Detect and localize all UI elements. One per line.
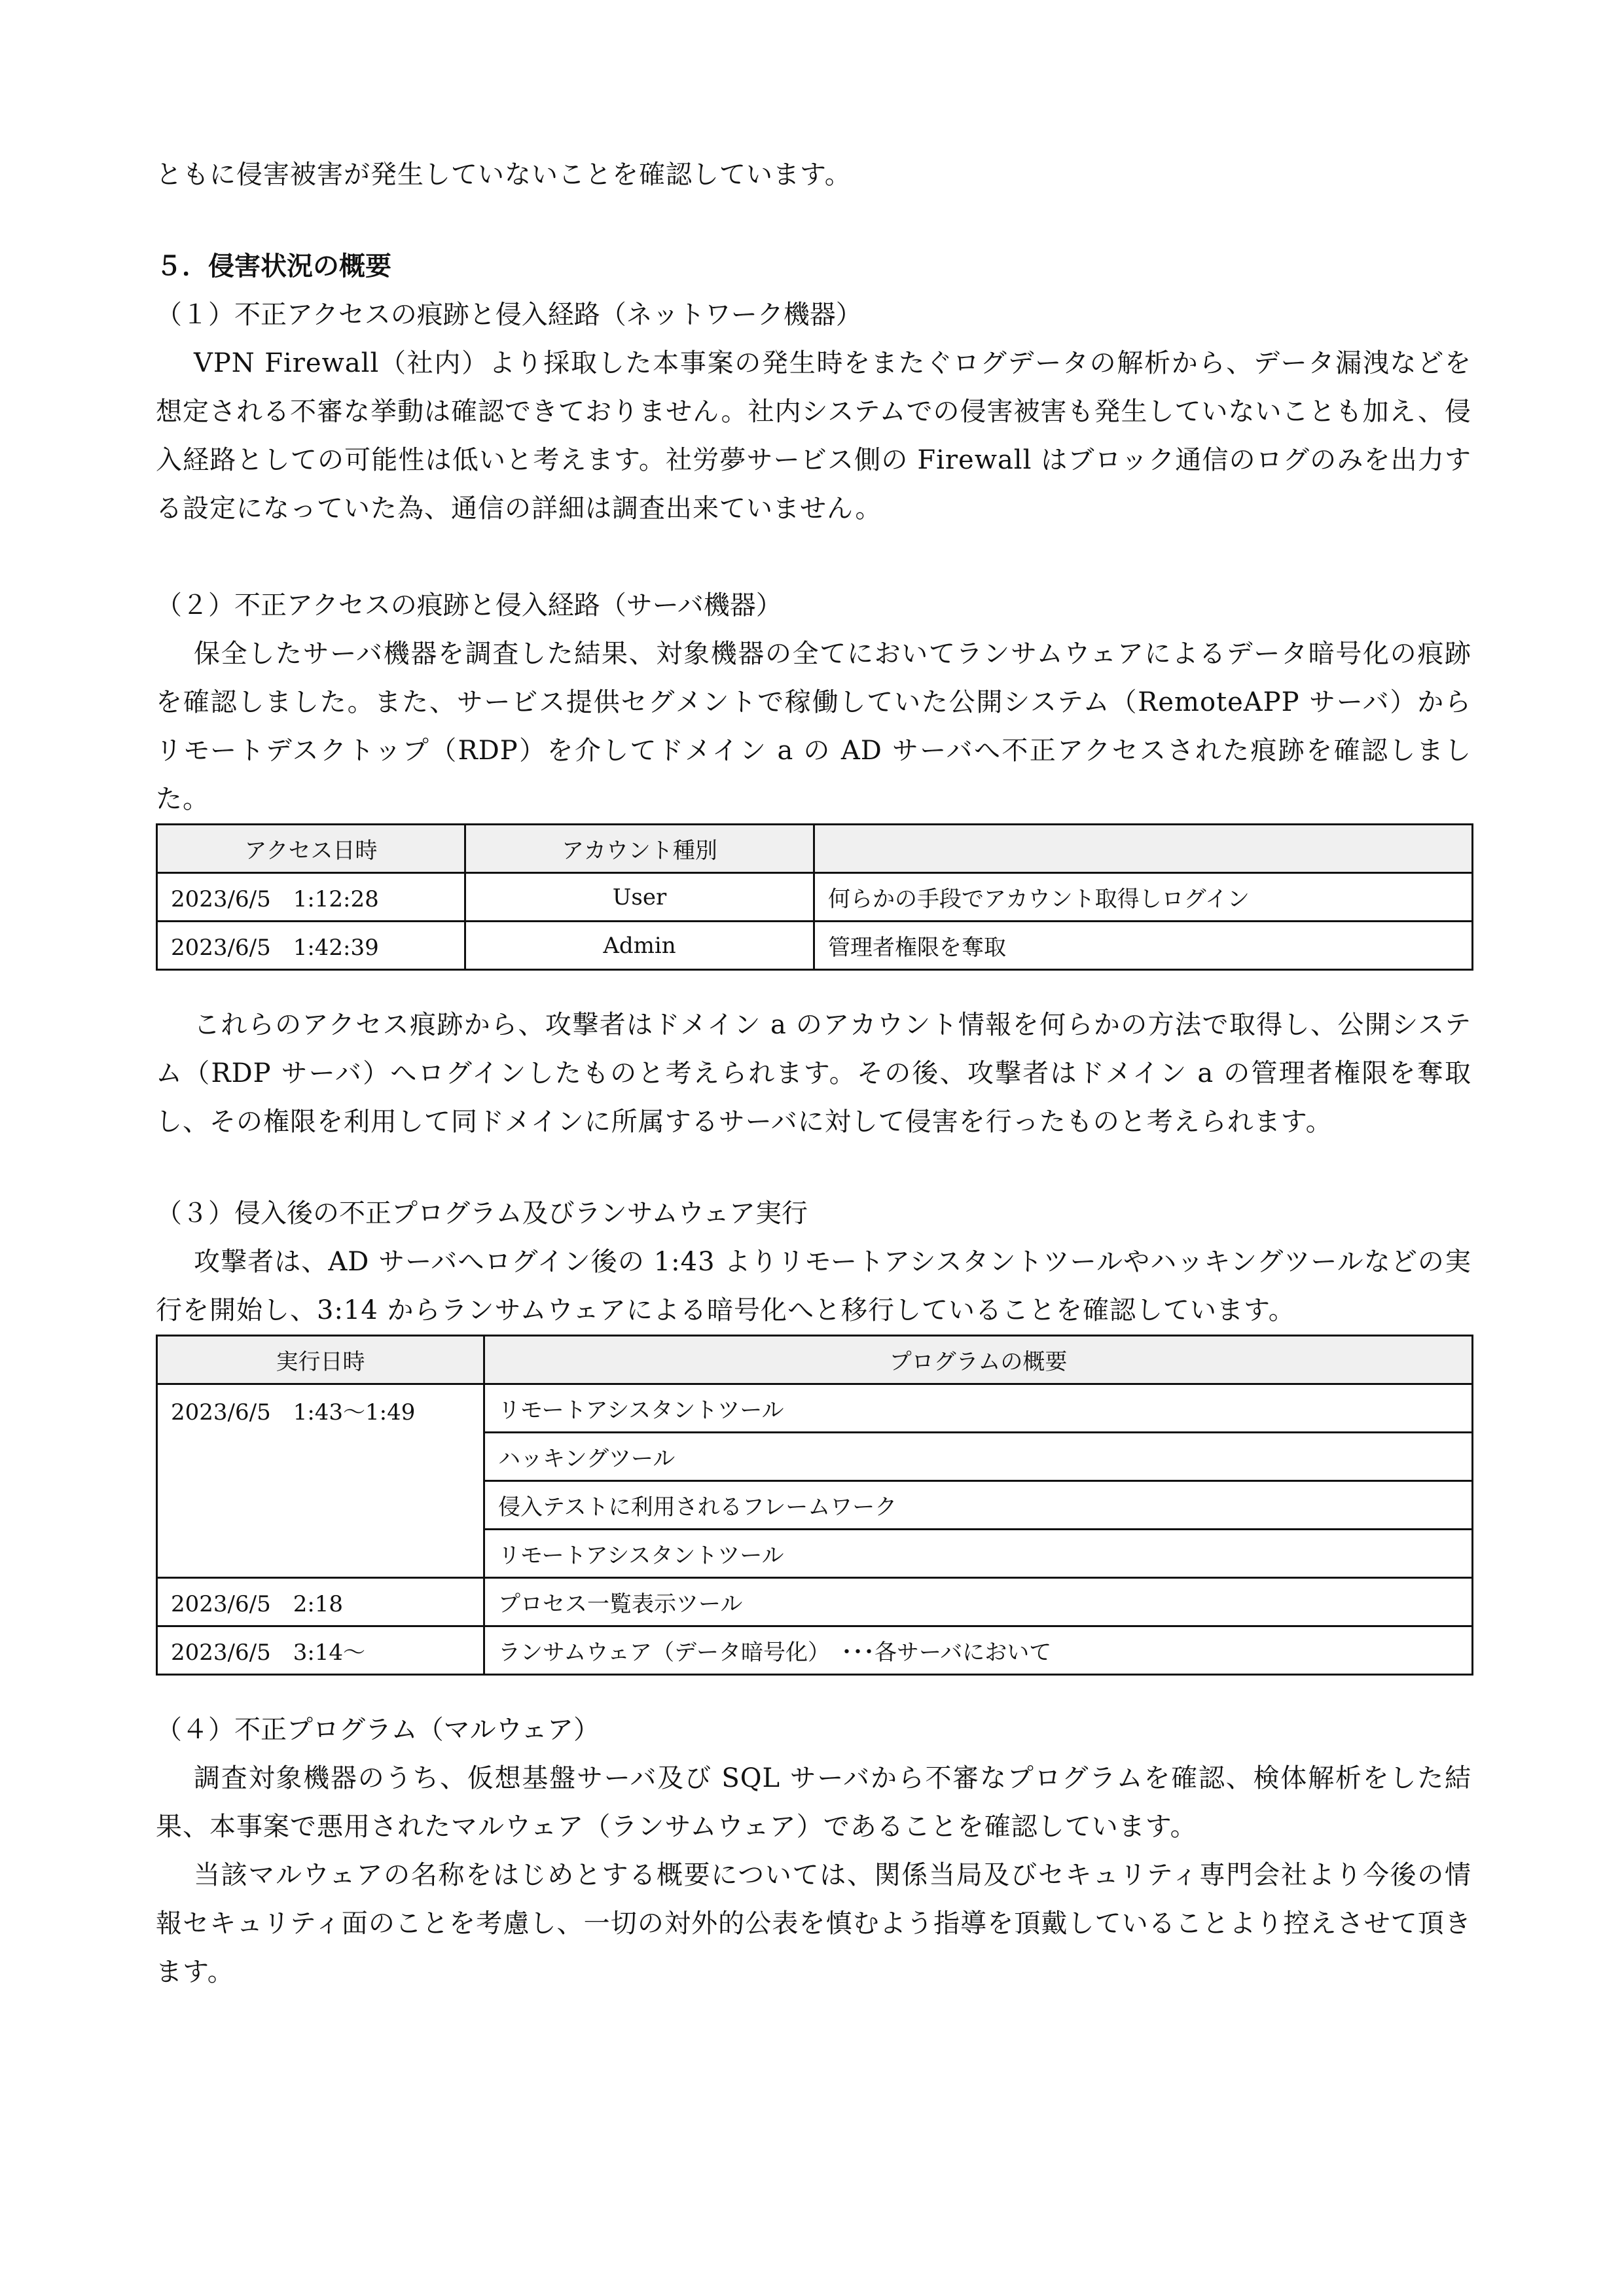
column-header: プログラムの概要: [484, 1336, 1473, 1384]
program-summary-cell: プロセス一覧表示ツール: [484, 1578, 1473, 1626]
subsection-2-paragraph-2: これらのアクセス痕跡から、攻撃者はドメイン a のアカウント情報を何らかの方法で取得し、公開システム（RDP サーバ）へログインしたものと考えられます。その後、攻撃者はドメイン a の管理者権限を奪取し、その権限を利用して同ドメインに所属するサーバに対して侵害を行ったものと考えられます。: [156, 1010, 1471, 1137]
document-page: [156, 151, 1471, 1996]
subsection-4-paragraph-1: 調査対象機器のうち、仮想基盤サーバ及び SQL サーバから不審なプログラムを確認、検体解析をした結果、本事案で悪用されたマルウェア（ランサムウェア）であることを確認しています。: [156, 1763, 1471, 1842]
table-row: [157, 873, 1473, 922]
section-heading: ５．侵害状況の概要: [156, 251, 391, 281]
subsection-2-paragraph: 保全したサーバ機器を調査した結果、対象機器の全てにおいてランサムウェアによるデータ暗号化の痕跡を確認しました。また、サービス提供セグメントで稼働していた公開システム（RemoteAPP サーバ）からリモートデスクトップ（RDP）を介してドメイン a の AD サーバへ不正アクセスされた痕跡を確認しました。: [156, 639, 1471, 814]
program-summary-cell: ランサムウェア（データ暗号化） ･･･各サーバにおいて: [484, 1626, 1473, 1675]
subsection-4-paragraph-2: 当該マルウェアの名称をはじめとする概要については、関係当局及びセキュリティ専門会社より今後の情報セキュリティ面のことを考慮し、一切の対外的公表を慎むよう指導を頂戴していることより控えさせて頂きます。: [156, 1860, 1471, 1987]
program-summary-cell: 侵入テストに利用されるフレームワーク: [484, 1481, 1473, 1530]
program-summary-cell: リモートアシスタントツール: [484, 1384, 1473, 1433]
intro-line: ともに侵害被害が発生していないことを確認しています。: [156, 160, 852, 190]
table-header-row: [157, 825, 1473, 873]
subsection-3-paragraph: 攻撃者は、AD サーバへログイン後の 1:43 よりリモートアシスタントツールやハッキングツールなどの実行を開始し、3:14 からランサムウェアによる暗号化へと移行していることを確認しています。: [156, 1247, 1471, 1325]
column-header: アカウント種別: [465, 825, 814, 873]
spacer: [156, 533, 1471, 581]
execution-datetime-cell: 2023/6/5 1:43～1:49: [157, 1384, 484, 1578]
description-cell: 管理者権限を奪取: [814, 922, 1473, 970]
spacer: [156, 1676, 1471, 1706]
access-datetime-cell: 2023/6/5 1:42:39: [157, 922, 465, 970]
subsection-1-paragraph: VPN Firewall（社内）より採取した本事案の発生時をまたぐログデータの解析から、データ漏洩などを想定される不審な挙動は確認できておりません。社内システムでの侵害被害も発生していないことも加え、侵入経路としての可能性は低いと考えます。社労夢サービス側の Firewall はブロック通信のログのみを出力する設定になっていた為、通信の詳細は調査出来ていません。: [156, 348, 1471, 524]
table-header-row: [157, 1336, 1473, 1384]
account-type-cell: Admin: [465, 922, 814, 970]
access-log-table: [156, 823, 1473, 971]
table-row: [157, 1384, 1473, 1433]
subsection-1-title: （１）不正アクセスの痕跡と侵入経路（ネットワーク機器）: [156, 300, 862, 330]
column-header: アクセス日時: [157, 825, 465, 873]
subsection-2-title: （２）不正アクセスの痕跡と侵入経路（サーバ機器）: [156, 590, 782, 620]
account-type-cell: User: [465, 873, 814, 922]
table-row: [157, 922, 1473, 970]
column-header: 実行日時: [157, 1336, 484, 1384]
subsection-3-title: （３）侵入後の不正プログラム及びランサムウェア実行: [156, 1198, 808, 1229]
spacer: [156, 1146, 1471, 1189]
table-row: [157, 1626, 1473, 1675]
subsection-4-title: （４）不正プログラム（マルウェア）: [156, 1715, 600, 1745]
spacer: [156, 199, 1471, 242]
execution-datetime-cell: 2023/6/5 2:18: [157, 1578, 484, 1626]
program-summary-cell: ハッキングツール: [484, 1433, 1473, 1481]
access-datetime-cell: 2023/6/5 1:12:28: [157, 873, 465, 922]
spacer: [156, 971, 1471, 1001]
table-row: [157, 1578, 1473, 1626]
column-header: [814, 825, 1473, 873]
description-cell: 何らかの手段でアカウント取得しログイン: [814, 873, 1473, 922]
program-execution-table: [156, 1335, 1473, 1676]
execution-datetime-cell: 2023/6/5 3:14～: [157, 1626, 484, 1675]
program-summary-cell: リモートアシスタントツール: [484, 1530, 1473, 1578]
